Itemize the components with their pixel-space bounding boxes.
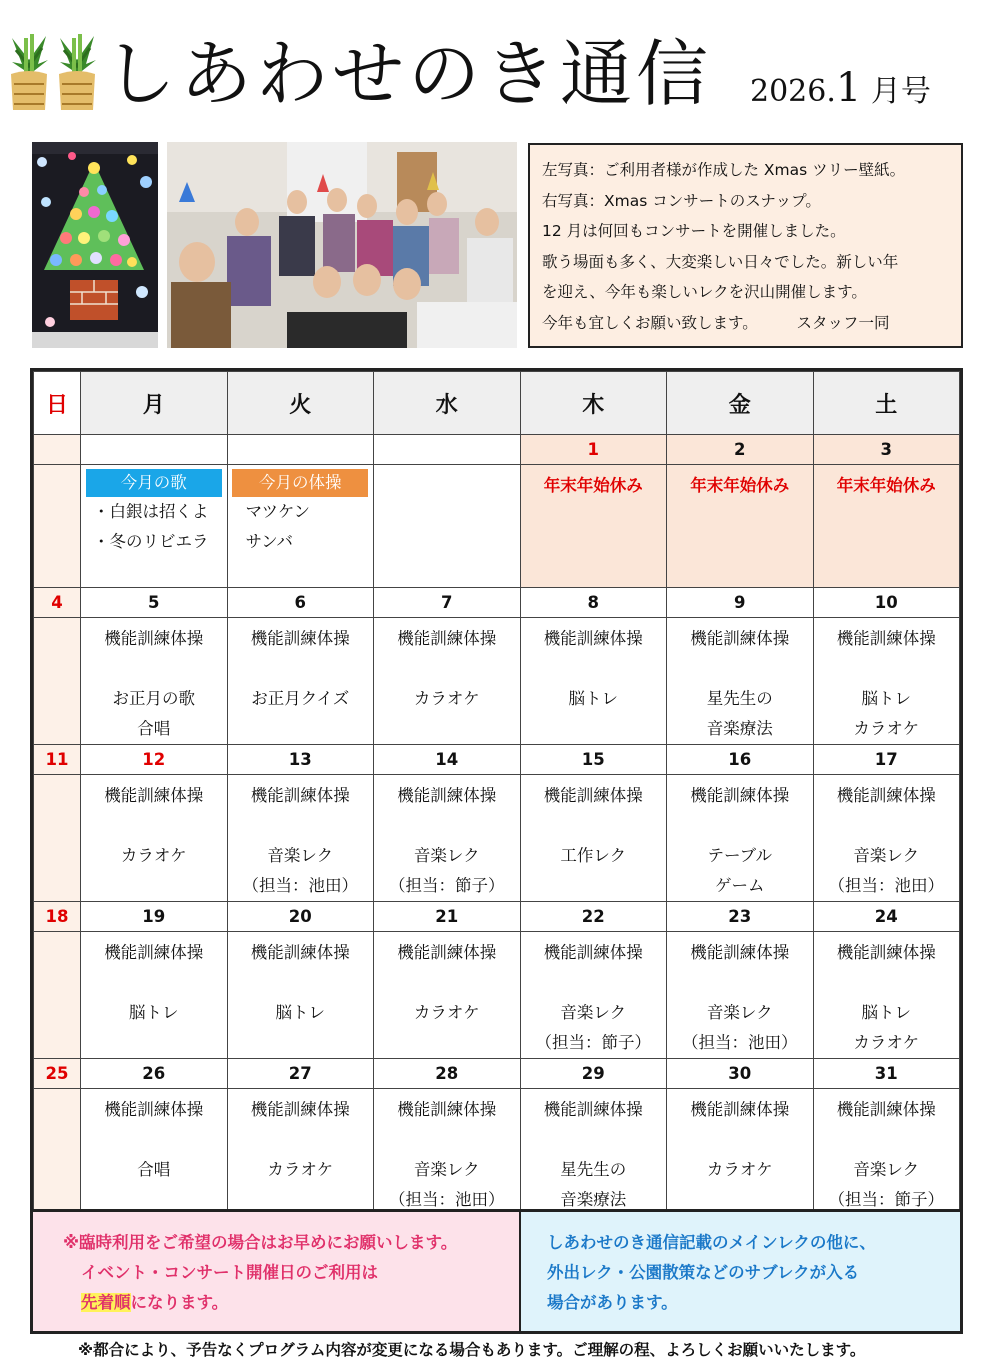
schedule-cell <box>374 1089 521 1216</box>
exercise-activity: 機能訓練体操 <box>250 629 350 648</box>
schedule-cell <box>34 775 81 902</box>
date-cell: 29 <box>520 1059 667 1089</box>
date-cell: 24 <box>813 902 960 932</box>
activity-line: （担当：池田） <box>242 876 358 895</box>
caption-line: を迎え、今年も楽しいレクを沢山開催します。 <box>542 283 867 301</box>
exercise-activity: 機能訓練体操 <box>836 629 936 648</box>
song-item: ・冬のリビエラ <box>93 532 209 551</box>
date-cell: 17 <box>813 745 960 775</box>
issue-suffix: 月号 <box>870 74 931 109</box>
date-cell: 28 <box>374 1059 521 1089</box>
date-cell: 9 <box>667 588 814 618</box>
date-cell: 18 <box>34 902 81 932</box>
notice-line-rest: になります。 <box>130 1293 229 1312</box>
exercise-activity: 機能訓練体操 <box>690 943 790 962</box>
exercise-item: サンバ <box>245 532 294 551</box>
issue-year: 2026. <box>750 74 836 109</box>
schedule-cell <box>34 932 81 1059</box>
notice-line: 場合があります。 <box>547 1293 678 1312</box>
activity-line: 脳トレ <box>129 1003 179 1022</box>
activity-line <box>814 1125 960 1155</box>
activity-line: テーブル <box>707 846 772 865</box>
caption-line: 歌う場面も多く、大変楽しい日々でした。新しい年 <box>542 252 899 271</box>
date-cell: 1 <box>520 435 667 465</box>
date-cell: 14 <box>374 745 521 775</box>
song-item: ・白銀は招くよ <box>93 502 209 521</box>
activity-line <box>521 654 667 684</box>
schedule-cell <box>374 932 521 1059</box>
schedule-cell <box>667 775 814 902</box>
schedule-cell <box>34 1089 81 1216</box>
activity-line: 星先生の <box>560 1160 627 1179</box>
activity-line <box>521 1125 667 1155</box>
activity-line <box>81 654 227 684</box>
schedule-cell <box>81 618 228 745</box>
activity-line: カラオケ <box>853 1033 920 1052</box>
monthly-song-label: 今月の歌 <box>86 469 222 497</box>
date-cell: 7 <box>374 588 521 618</box>
date-cell: 2 <box>667 435 814 465</box>
schedule-cell <box>813 775 960 902</box>
activity-line <box>374 968 520 998</box>
exercise-activity: 機能訓練体操 <box>690 629 790 648</box>
date-cell: 27 <box>227 1059 374 1089</box>
activity-line: カラオケ <box>267 1160 334 1179</box>
activity-line: 星先生の <box>706 689 773 708</box>
temporary-use-notice <box>30 1209 520 1334</box>
notice-line: 外出レク・公園散策などのサブレクが入る <box>547 1263 860 1282</box>
caption-line: 今年も宜しくお願い致します。 スタッフ一同 <box>542 313 890 332</box>
date-row <box>34 902 960 932</box>
sub-recreation-notice <box>520 1209 963 1334</box>
schedule-row <box>34 932 960 1059</box>
date-row <box>34 588 960 618</box>
weekday-friday: 金 <box>667 372 814 435</box>
schedule-cell <box>227 932 374 1059</box>
activity-line <box>667 654 813 684</box>
activity-line: （担当：節子） <box>828 1190 944 1209</box>
activity-line: カラオケ <box>413 689 480 708</box>
activity-line: （担当：節子） <box>535 1033 651 1052</box>
holiday-text: 年末年始休み <box>836 476 936 495</box>
activity-line <box>228 968 374 998</box>
activity-line: 音楽療法 <box>706 719 773 738</box>
activity-line: お正月クイズ <box>251 689 350 708</box>
date-cell <box>374 435 521 465</box>
schedule-cell <box>813 1089 960 1216</box>
exercise-activity: 機能訓練体操 <box>104 786 204 805</box>
activity-line: 合唱 <box>137 719 171 738</box>
weekday-tuesday: 火 <box>227 372 374 435</box>
kadomatsu-icon <box>56 30 98 112</box>
schedule-row <box>34 1089 960 1216</box>
activity-line: （担当：池田） <box>389 1190 505 1209</box>
exercise-activity: 機能訓練体操 <box>104 943 204 962</box>
weekday-saturday: 土 <box>813 372 960 435</box>
xmas-concert-photo <box>167 142 517 348</box>
activity-line <box>667 1125 813 1155</box>
date-cell: 8 <box>520 588 667 618</box>
date-cell: 23 <box>667 902 814 932</box>
weekday-thursday: 木 <box>520 372 667 435</box>
activity-line <box>814 654 960 684</box>
date-cell: 13 <box>227 745 374 775</box>
caption-line: 12 月は何回もコンサートを開催しました。 <box>542 222 846 240</box>
date-cell: 22 <box>520 902 667 932</box>
activity-line: カラオケ <box>853 719 920 738</box>
exercise-activity: 機能訓練体操 <box>104 1100 204 1119</box>
activity-line: 脳トレ <box>275 1003 325 1022</box>
date-cell: 19 <box>81 902 228 932</box>
exercise-activity: 機能訓練体操 <box>836 1100 936 1119</box>
date-cell: 5 <box>81 588 228 618</box>
activity-line <box>81 1125 227 1155</box>
schedule-cell <box>667 465 814 588</box>
date-cell: 26 <box>81 1059 228 1089</box>
exercise-activity: 機能訓練体操 <box>397 943 497 962</box>
schedule-row <box>34 465 960 588</box>
schedule-cell <box>520 775 667 902</box>
activity-line <box>228 654 374 684</box>
exercise-activity: 機能訓練体操 <box>543 786 643 805</box>
exercise-activity: 機能訓練体操 <box>690 1100 790 1119</box>
schedule-cell <box>667 618 814 745</box>
schedule-cell <box>374 465 521 588</box>
exercise-activity: 機能訓練体操 <box>836 943 936 962</box>
exercise-activity: 機能訓練体操 <box>836 786 936 805</box>
date-cell: 15 <box>520 745 667 775</box>
activity-line: お正月の歌 <box>112 689 195 708</box>
activity-line: 工作レク <box>560 846 627 865</box>
exercise-activity: 機能訓練体操 <box>397 786 497 805</box>
schedule-cell <box>813 618 960 745</box>
date-cell <box>34 435 81 465</box>
schedule-row <box>34 618 960 745</box>
activity-line <box>228 1125 374 1155</box>
schedule-cell <box>520 465 667 588</box>
schedule-cell <box>34 618 81 745</box>
activity-line: （担当：池田） <box>682 1033 798 1052</box>
xmas-tree-wall-photo <box>32 142 158 348</box>
date-cell: 20 <box>227 902 374 932</box>
exercise-activity: 機能訓練体操 <box>250 1100 350 1119</box>
exercise-activity: 機能訓練体操 <box>104 629 204 648</box>
activity-line: ゲーム <box>715 876 765 895</box>
date-cell: 10 <box>813 588 960 618</box>
weekday-sunday: 日 <box>34 372 81 435</box>
date-cell <box>81 435 228 465</box>
activity-line: 音楽レク <box>560 1003 627 1022</box>
date-cell: 11 <box>34 745 81 775</box>
issue-month: 1 <box>835 65 862 111</box>
exercise-activity: 機能訓練体操 <box>543 943 643 962</box>
activity-line: カラオケ <box>120 846 187 865</box>
activity-line: 脳トレ <box>861 1003 911 1022</box>
schedule-cell <box>667 1089 814 1216</box>
photo-caption-box <box>528 143 963 348</box>
schedule-cell <box>667 932 814 1059</box>
exercise-activity: 機能訓練体操 <box>543 629 643 648</box>
exercise-activity: 機能訓練体操 <box>690 786 790 805</box>
weekday-header-row <box>34 372 960 435</box>
activity-line <box>374 654 520 684</box>
activity-line: カラオケ <box>413 1003 480 1022</box>
activity-line <box>667 968 813 998</box>
holiday-text: 年末年始休み <box>543 476 643 495</box>
schedule-cell <box>81 1089 228 1216</box>
activity-line: カラオケ <box>706 1160 773 1179</box>
activity-line <box>667 811 813 841</box>
schedule-cell <box>374 775 521 902</box>
notice-line <box>63 1288 519 1318</box>
activity-line: 音楽レク <box>853 1160 920 1179</box>
schedule-cell <box>227 465 374 588</box>
activity-line <box>521 811 667 841</box>
date-cell: 25 <box>34 1059 81 1089</box>
date-row <box>34 1059 960 1089</box>
exercise-activity: 機能訓練体操 <box>397 629 497 648</box>
date-row <box>34 745 960 775</box>
schedule-cell <box>34 465 81 588</box>
exercise-item: マツケン <box>245 502 311 521</box>
activity-line: （担当：節子） <box>389 876 505 895</box>
exercise-activity: 機能訓練体操 <box>397 1100 497 1119</box>
activity-line: 音楽レク <box>706 1003 773 1022</box>
activity-line <box>81 968 227 998</box>
notice-line: ※臨時利用をご希望の場合はお早めにお願いします。 <box>63 1233 458 1252</box>
exercise-activity: 機能訓練体操 <box>250 943 350 962</box>
activity-line <box>228 811 374 841</box>
schedule-cell <box>520 618 667 745</box>
activity-line: 音楽療法 <box>560 1190 627 1209</box>
activity-line: （担当：池田） <box>828 876 944 895</box>
kadomatsu-icon <box>8 30 50 112</box>
weekday-monday: 月 <box>81 372 228 435</box>
activity-line: 脳トレ <box>861 689 911 708</box>
schedule-cell <box>227 1089 374 1216</box>
footer-disclaimer: ※都合により、予告なくプログラム内容が変更になる場合もあります。ご理解の程、よろしくお願いいたします。 <box>78 1341 866 1359</box>
caption-line: 左写真：ご利用者様が作成した Xmas ツリー壁紙。 <box>542 161 906 179</box>
schedule-row <box>34 775 960 902</box>
activity-line: 音楽レク <box>853 846 920 865</box>
schedule-cell <box>81 465 228 588</box>
date-cell: 30 <box>667 1059 814 1089</box>
schedule-cell <box>813 465 960 588</box>
activity-line <box>814 811 960 841</box>
schedule-cell <box>813 932 960 1059</box>
schedule-cell <box>520 1089 667 1216</box>
date-row <box>34 435 960 465</box>
exercise-activity: 機能訓練体操 <box>543 1100 643 1119</box>
schedule-cell <box>227 775 374 902</box>
date-cell <box>227 435 374 465</box>
exercise-activity: 機能訓練体操 <box>250 786 350 805</box>
notice-line: しあわせのき通信記載のメインレクの他に、 <box>547 1233 876 1252</box>
holiday-text: 年末年始休み <box>690 476 790 495</box>
date-cell: 3 <box>813 435 960 465</box>
issue-date <box>750 66 931 114</box>
caption-line: 右写真：Xmas コンサートのスナップ。 <box>542 191 821 210</box>
schedule-cell <box>81 932 228 1059</box>
schedule-cell <box>81 775 228 902</box>
activity-line: 脳トレ <box>568 689 618 708</box>
notice-line: イベント・コンサート開催日のご利用は <box>81 1263 378 1282</box>
date-cell: 31 <box>813 1059 960 1089</box>
monthly-exercise-label: 今月の体操 <box>232 469 368 497</box>
schedule-cell <box>227 618 374 745</box>
activity-line: 音楽レク <box>267 846 334 865</box>
weekday-wednesday: 水 <box>374 372 521 435</box>
activity-line <box>81 811 227 841</box>
activity-line: 音楽レク <box>413 846 480 865</box>
activity-line <box>374 811 520 841</box>
activity-line <box>521 968 667 998</box>
monthly-calendar <box>30 368 963 1209</box>
date-cell: 16 <box>667 745 814 775</box>
activity-line: 音楽レク <box>413 1160 480 1179</box>
first-come-highlight: 先着順 <box>81 1293 131 1312</box>
date-cell: 4 <box>34 588 81 618</box>
activity-line <box>374 1125 520 1155</box>
schedule-cell <box>520 932 667 1059</box>
newsletter-title: しあわせのき通信 <box>104 32 713 116</box>
activity-line: 合唱 <box>137 1160 171 1179</box>
schedule-cell <box>374 618 521 745</box>
date-cell: 12 <box>81 745 228 775</box>
date-cell: 6 <box>227 588 374 618</box>
date-cell: 21 <box>374 902 521 932</box>
activity-line <box>814 968 960 998</box>
